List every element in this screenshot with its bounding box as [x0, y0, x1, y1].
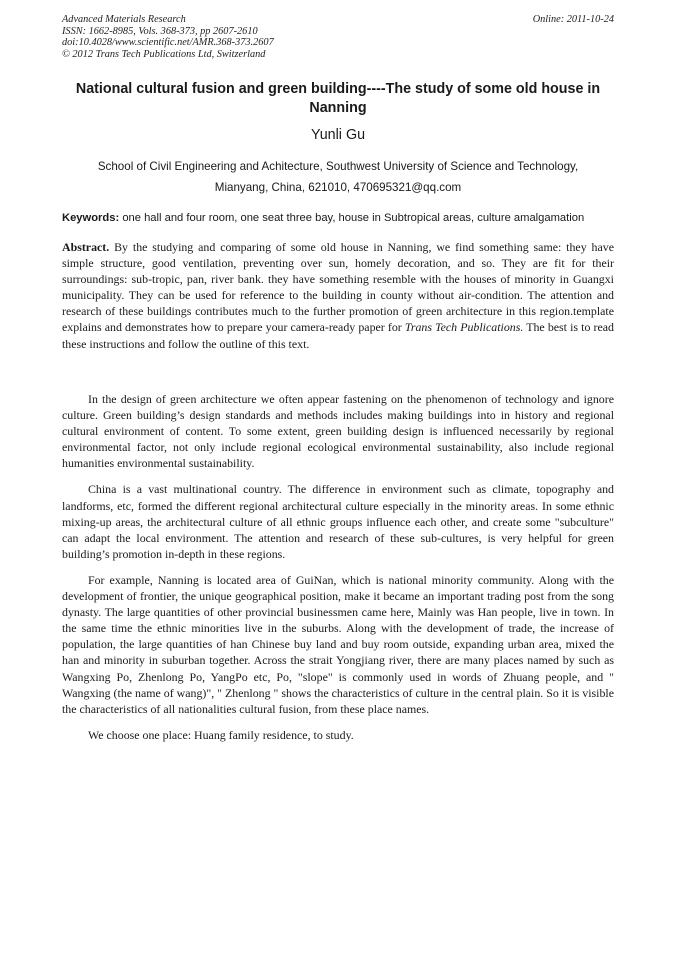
copyright-line: © 2012 Trans Tech Publications Ltd, Switzerland [62, 48, 266, 60]
abstract-text-end: The best is to read these instructions and follow the outline of this text. [62, 320, 614, 351]
paragraph: For example, Nanning is located area of GuiNan, which is national minority community. Along with the development of frontier, the unique geographical position, make it became an important trading post from the song dynasty. The large quantities of other provincial businessmen came here, Mainly was Han people, live in town. In the same time the ethnic minorities live in the suburbs. Along with the development of trade, the increase of population, the large quantities of han Chinese buy land and buy room outside, expanding urban area, mixed the han and minority in suburban together. Across the strait Yongjiang river, there are many places named by such as Wangxing Po, Zhenlong Po, YangPo etc, Po, "slope" is commonly used in words of Zhuang people, and " Wangxing (the name of wang)", " Zhenlong " shows the characteristics of culture in the central plain. So it is visible the characteristics of all nationalities cultural fusion, from these place names. [62, 572, 614, 716]
paragraph: In the design of green architecture we often appear fastening on the phenomenon of technology and ignore culture. Green building’s design standards and methods includes making buildings into in history and regional cultural environment of content. To some extent, green building design is influenced necessarily by regional environmental factor, not only include regional ecological environmental sustainability, also include regional humanities environmental sustainability. [62, 392, 614, 471]
abstract-italic-publisher: Trans Tech Publications. [404, 320, 524, 335]
journal-header [62, 14, 614, 60]
keywords-label: Keywords: [62, 212, 120, 224]
doi-line: doi:10.4028/www.scientific.net/AMR.368-373.2607 [62, 37, 274, 49]
body-text [62, 391, 614, 753]
keywords [62, 212, 614, 225]
paragraph: China is a vast multinational country. The difference in environment such as climate, topography and landforms, etc, formed the different regional architectural culture especially in the minority areas. In some ethnic mixing-up areas, the architectural culture of all ethnic groups influence each other, and create some "subculture" can adapt the local environment. The attention and research of these sub-cultures, is very helpful for green building’s promotion in-depth in these regions. [62, 482, 614, 561]
online-date: Online: 2011-10-24 [532, 14, 614, 25]
affiliation [62, 156, 614, 198]
keywords-text: one hall and four room, one seat three bay, house in Subtropical areas, culture amalgamation [122, 212, 585, 224]
issn-line: ISSN: 1662-8985, Vols. 368-373, pp 2607-2610 [62, 25, 258, 37]
abstract-text: By the studying and comparing of some old house in Nanning, we find something same: they have simple structure, good ventilation, preventing over sun, homely decoration, and so. They are fit for their surroundings: sub-tropic, pan, river bank. they have something resemble with the houses of minority in Guangxi municipality. They can be used for reference to the building in county without air-condition. The attention and research of these buildings contributes much to the further promotion of green architecture in this region.template explains and demonstrates how to prepare your camera-ready paper for [62, 240, 614, 335]
paragraph: We choose one place: Huang family residence, to study. [88, 727, 354, 742]
abstract [62, 239, 614, 352]
abstract-label: Abstract. [62, 240, 110, 254]
paper-title: National cultural fusion and green building----The study of some old house in Nanning [75, 81, 601, 116]
author-name: Yunli Gu [310, 127, 366, 143]
affiliation-line-1: School of Civil Engineering and Achitecture, Southwest University of Science and Technology, [97, 160, 579, 173]
journal-name: Advanced Materials Research [62, 14, 186, 25]
affiliation-line-2: Mianyang, China, 621010, 470695321@qq.com [214, 181, 462, 194]
